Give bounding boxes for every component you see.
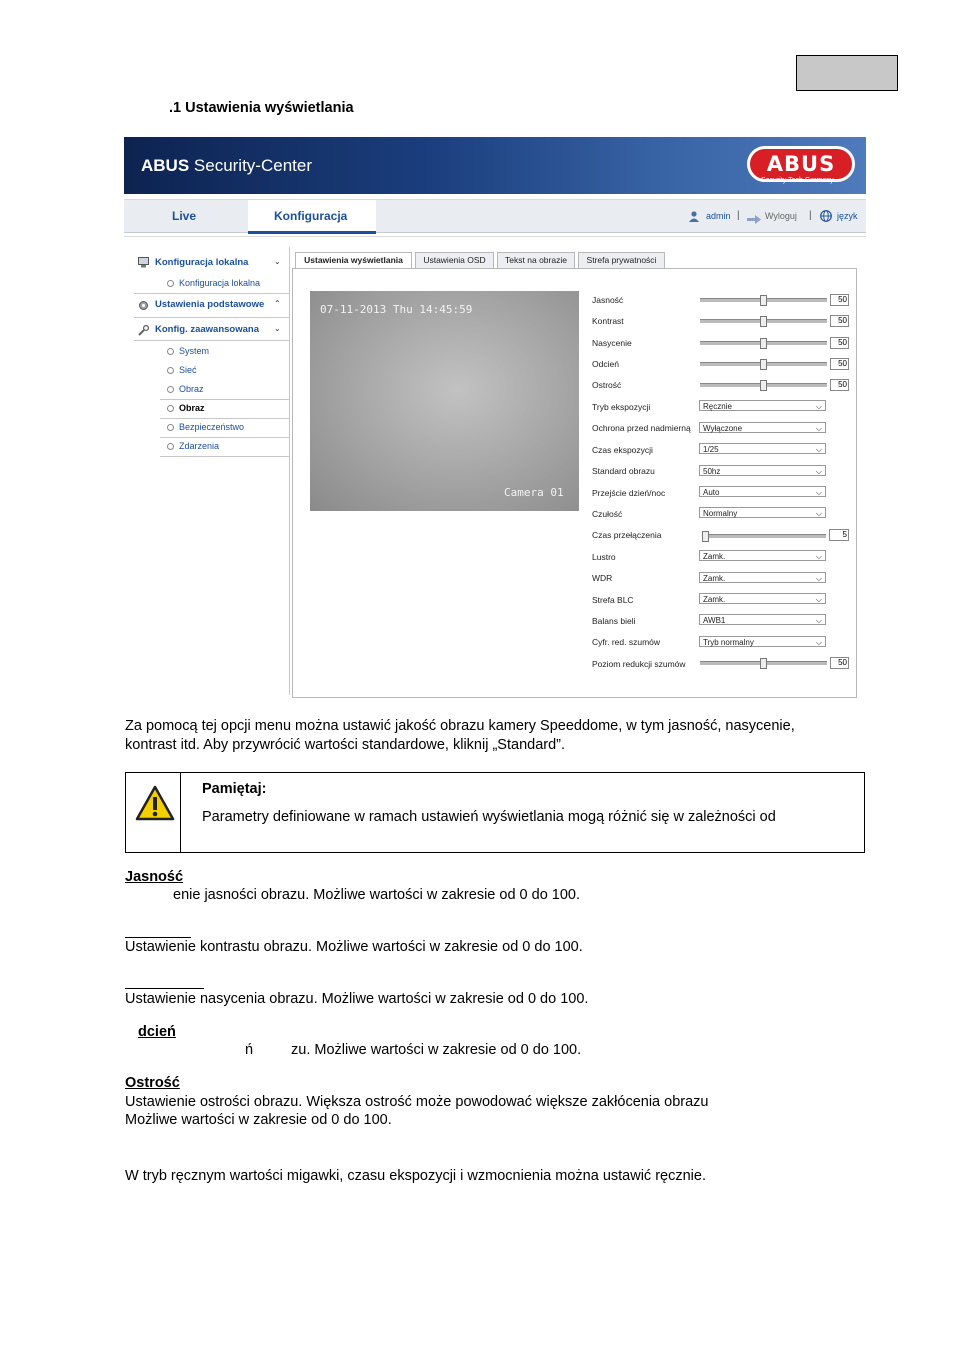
sidebar-advanced-header[interactable]: Konfig. zaawansowana: [155, 324, 259, 335]
header-box: [796, 55, 898, 91]
video-standard-select[interactable]: 50hz ⌵: [699, 465, 826, 476]
label-brightness: Jasność: [592, 295, 624, 305]
sidebar-item-security[interactable]: Bezpieczeństwo: [179, 422, 245, 432]
text-sharpness-1: Ustawienie ostrości obrazu. Większa ostrość może powodować większe zakłócenia obrazu: [125, 1094, 709, 1110]
label-overexposure: Ochrona przed nadmierną: [592, 423, 691, 433]
exposure-mode-select[interactable]: Ręcznie ⌵: [699, 400, 826, 411]
tab-privacy-mask[interactable]: Strefa prywatności: [578, 252, 665, 268]
brightness-value[interactable]: 50: [830, 294, 849, 306]
blc-select[interactable]: Zamk. ⌵: [699, 593, 826, 604]
bullet-icon: [167, 443, 174, 450]
chevron-up-icon[interactable]: ⌃: [274, 299, 281, 308]
label-day-night: Przejście dzień/noc: [592, 488, 666, 498]
label-noise-level: Poziom redukcji szumów: [592, 659, 686, 669]
wrench-icon: [138, 323, 149, 334]
sidebar-basic-header[interactable]: Ustawienia podstawowe: [155, 299, 265, 310]
label-switch-time: Czas przełączenia: [592, 530, 662, 540]
abus-logo: ABUS: [747, 146, 855, 182]
chevron-down-icon: ⌵: [815, 638, 822, 647]
heading-brightness: Jasność: [125, 869, 184, 885]
note-text: Parametry definiowane w ramach ustawień wyświetlania mogą różnić się w zależności od: [202, 809, 776, 825]
text-sharpness-2: Możliwe wartości w zakresie od 0 do 100.: [125, 1112, 392, 1128]
bullet-icon: [167, 405, 174, 412]
sharpness-value[interactable]: 50: [830, 379, 849, 391]
label-contrast: Kontrast: [592, 316, 624, 326]
text-hue-fragment: ń: [245, 1042, 254, 1058]
nav-language[interactable]: język: [837, 211, 858, 221]
label-hue: Odcień: [592, 359, 619, 369]
chevron-down-icon: ⌵: [815, 552, 822, 561]
slider-handle[interactable]: [760, 380, 767, 391]
label-exposure-mode: Tryb ekspozycji: [592, 402, 651, 412]
saturation-slider[interactable]: [700, 341, 827, 345]
video-timestamp: 07-11-2013 Thu 14:45:59: [320, 303, 473, 316]
hue-slider[interactable]: [700, 362, 827, 366]
chevron-down-icon: ⌵: [815, 402, 822, 411]
intro-line-1: Za pomocą tej opcji menu można ustawić jakość obrazu kamery Speeddome, w tym jasność, nasycenie,: [125, 718, 795, 734]
globe-icon: [820, 209, 832, 221]
chevron-down-icon: ⌵: [815, 509, 822, 518]
label-blc: Strefa BLC: [592, 595, 634, 605]
computer-icon: [138, 255, 149, 266]
sidebar-item-local[interactable]: Konfiguracja lokalna: [179, 278, 261, 288]
label-white-balance: Balans bieli: [592, 616, 636, 626]
heading-sharpness: Ostrość: [125, 1075, 180, 1091]
switch-time-value[interactable]: 5: [829, 529, 849, 541]
saturation-value[interactable]: 50: [830, 337, 849, 349]
chevron-down-icon[interactable]: ⌄: [274, 324, 281, 333]
chevron-down-icon: ⌵: [815, 488, 822, 497]
label-mirror: Lustro: [592, 552, 616, 562]
slider-handle[interactable]: [760, 359, 767, 370]
chevron-down-icon: ⌵: [815, 574, 822, 583]
tab-display-settings[interactable]: Ustawienia wyświetlania: [295, 252, 412, 269]
day-night-select[interactable]: Auto ⌵: [699, 486, 826, 497]
nav-konfiguracja[interactable]: Konfiguracja: [248, 200, 376, 234]
bullet-icon: [167, 280, 174, 287]
section-title: .1 Ustawienia wyświetlania: [169, 100, 354, 116]
nav-live[interactable]: Live: [172, 209, 197, 223]
label-exposure-time: Czas ekspozycji: [592, 445, 653, 455]
sidebar-local-header[interactable]: Konfiguracja lokalna: [155, 257, 249, 268]
text-contrast: Ustawienie kontrastu obrazu. Możliwe wartości w zakresie od 0 do 100.: [125, 939, 583, 955]
text-exposure-mode: W tryb ręcznym wartości migawki, czasu ekspozycji i wzmocnienia można ustawić ręcznie.: [125, 1168, 706, 1184]
user-icon: [689, 209, 699, 220]
label-video-standard: Standard obrazu: [592, 466, 655, 476]
bullet-icon: [167, 348, 174, 355]
sidebar-item-events[interactable]: Zdarzenia: [179, 441, 220, 451]
chevron-down-icon: ⌵: [815, 616, 822, 625]
slider-handle[interactable]: [702, 531, 709, 542]
intro-line-2: kontrast itd. Aby przywrócić wartości standardowe, kliknij „Standard”.: [125, 737, 566, 753]
ui-screenshot: [124, 137, 866, 699]
heading-saturation-rule: [125, 988, 204, 989]
logout-icon: [747, 211, 761, 220]
bullet-icon: [167, 367, 174, 374]
sidebar-item-image-active[interactable]: Obraz: [179, 403, 205, 413]
sidebar-item-network[interactable]: Sieć: [179, 365, 197, 375]
tab-text-overlay[interactable]: Tekst na obrazie: [497, 252, 575, 268]
label-noise-reduction: Cyfr. red. szumów: [592, 637, 661, 647]
chevron-down-icon: ⌵: [815, 445, 822, 454]
tab-osd-settings[interactable]: Ustawienia OSD: [415, 252, 494, 268]
app-title: ABUS Security-Center: [141, 156, 312, 175]
white-balance-select[interactable]: AWB1 ⌵: [699, 614, 826, 625]
note-title: Pamiętaj:: [202, 781, 267, 797]
top-nav: Live Konfiguracja admin | Wyloguj | język: [124, 199, 866, 233]
overexposure-select[interactable]: Wyłączone ⌵: [699, 422, 826, 433]
chevron-down-icon: ⌵: [815, 467, 822, 476]
text-saturation: Ustawienie nasycenia obrazu. Możliwe wartości w zakresie od 0 do 100.: [125, 991, 589, 1007]
video-camera-label: Camera 01: [504, 486, 564, 499]
chevron-down-icon[interactable]: ⌄: [274, 257, 281, 266]
label-saturation: Nasycenie: [592, 338, 632, 348]
label-sensitivity: Czułość: [592, 509, 623, 519]
note-box: [125, 772, 865, 853]
nav-user[interactable]: admin: [706, 211, 731, 221]
bullet-icon: [167, 386, 174, 393]
nav-logout[interactable]: Wyloguj: [765, 211, 797, 221]
brightness-slider[interactable]: [700, 298, 827, 302]
mirror-select[interactable]: Zamk. ⌵: [699, 550, 826, 561]
gear-icon: [138, 298, 149, 309]
hue-value[interactable]: 50: [830, 358, 849, 370]
noise-level-slider[interactable]: [700, 661, 827, 665]
chevron-down-icon: ⌵: [815, 595, 822, 604]
heading-hue: dcień: [138, 1024, 176, 1040]
live-video: [310, 291, 579, 511]
warning-icon: [135, 785, 175, 822]
sidebar-item-system[interactable]: System: [179, 346, 210, 356]
slider-handle[interactable]: [760, 295, 767, 306]
slider-handle[interactable]: [760, 338, 767, 349]
text-hue: zu. Możliwe wartości w zakresie od 0 do 100.: [291, 1042, 582, 1058]
label-sharpness: Ostrość: [592, 380, 622, 390]
switch-time-slider[interactable]: [702, 534, 826, 538]
label-wdr: WDR: [592, 573, 613, 583]
logo-subtitle: Security Tech Germany: [761, 177, 834, 184]
noise-level-value[interactable]: 50: [830, 657, 849, 669]
sensitivity-select[interactable]: Normalny ⌵: [699, 507, 826, 518]
sharpness-slider[interactable]: [700, 383, 827, 387]
noise-reduction-select[interactable]: Tryb normalny ⌵: [699, 636, 826, 647]
chevron-down-icon: ⌵: [815, 424, 822, 433]
contrast-slider[interactable]: [700, 319, 827, 323]
exposure-time-select[interactable]: 1/25 ⌵: [699, 443, 826, 454]
slider-handle[interactable]: [760, 316, 767, 327]
bullet-icon: [167, 424, 174, 431]
contrast-value[interactable]: 50: [830, 315, 849, 327]
slider-handle[interactable]: [760, 658, 767, 669]
sidebar-item-image[interactable]: Obraz: [179, 384, 204, 394]
text-brightness: enie jasności obrazu. Możliwe wartości w zakresie od 0 do 100.: [173, 887, 581, 903]
app-banner: [124, 137, 866, 194]
wdr-select[interactable]: Zamk. ⌵: [699, 572, 826, 583]
